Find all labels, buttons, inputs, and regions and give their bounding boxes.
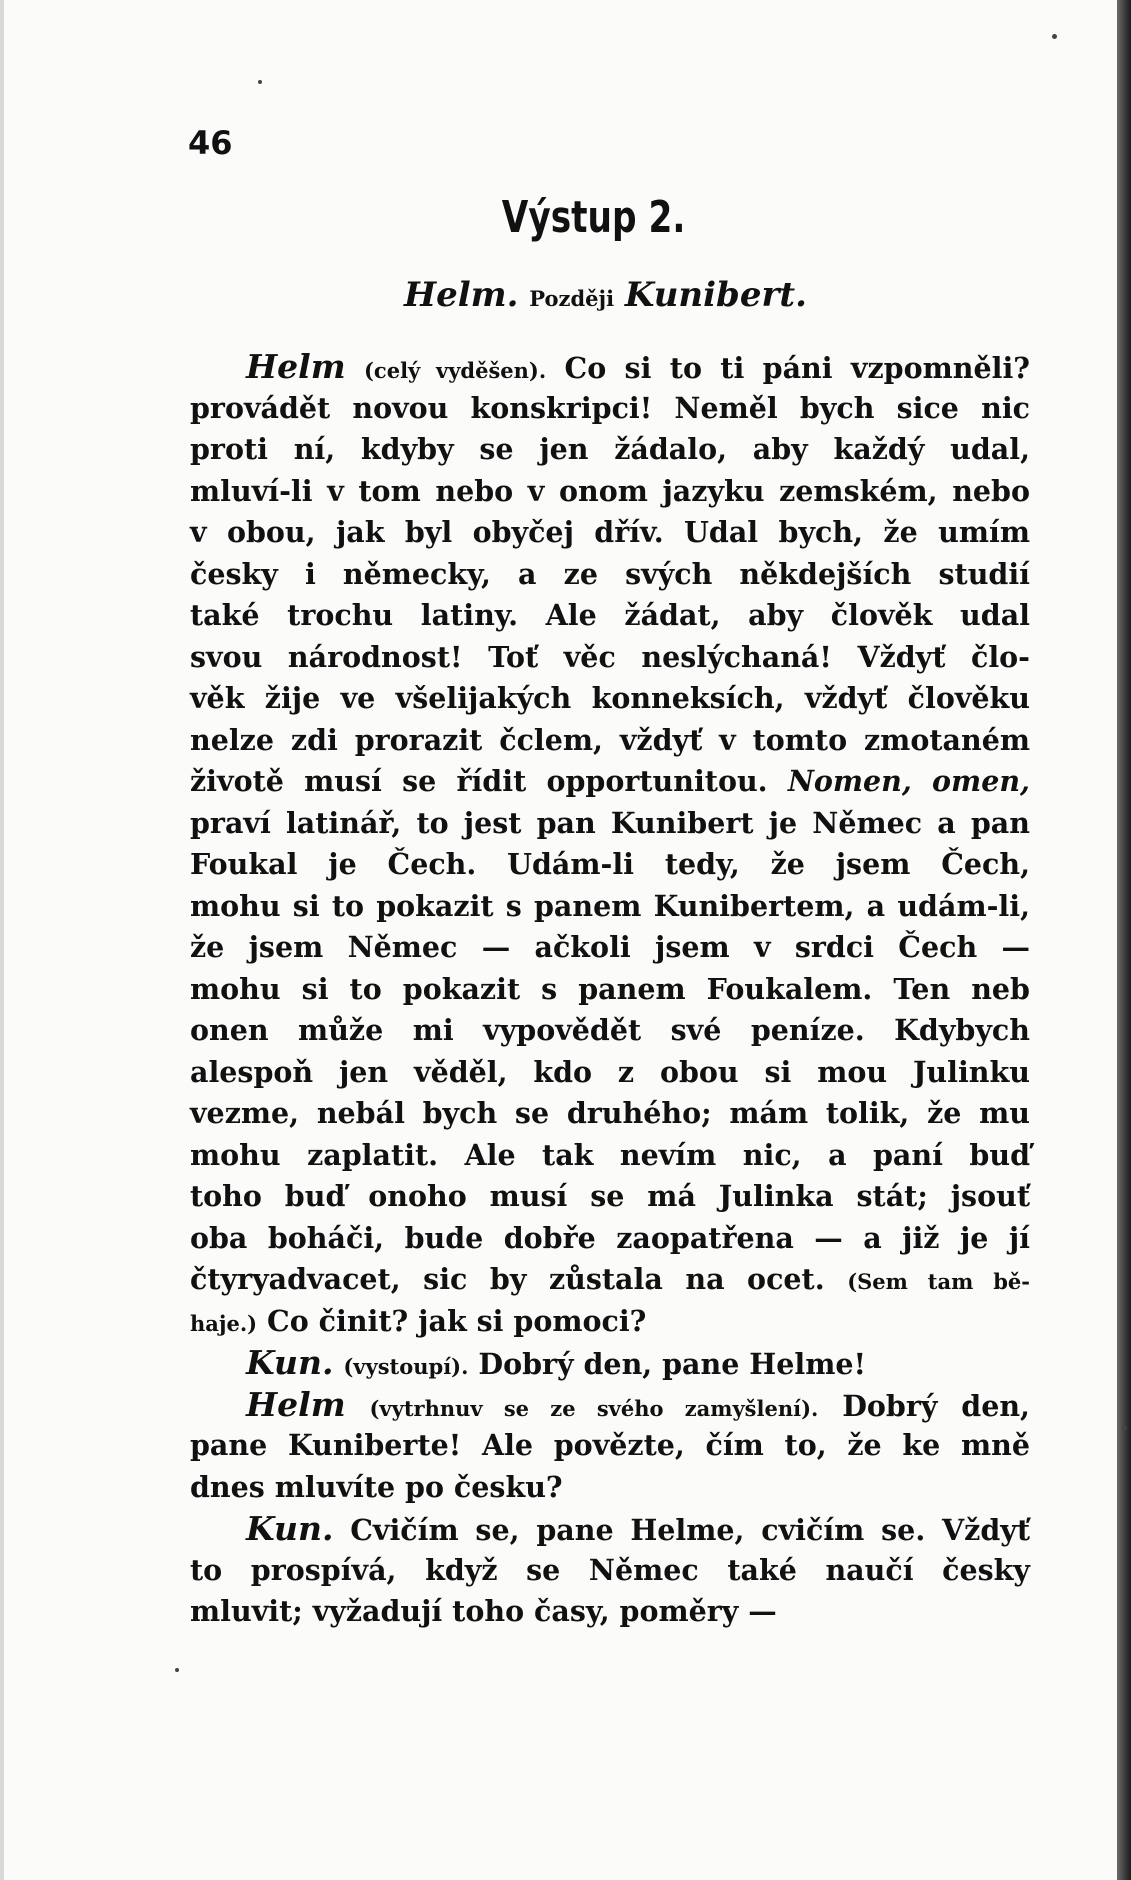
speaker-name: Helm xyxy=(246,347,346,386)
text-line: provádět novou konskripci! Neměl bych sice nic xyxy=(190,390,1030,425)
text-line: oba boháči, bude dobře zaopatřena — a již je jí xyxy=(190,1220,1030,1255)
speaker-name: Kun. xyxy=(246,1509,334,1548)
text-line: nelze zdi prorazit čclem, vždyť v tomto zmotaném xyxy=(190,722,1030,757)
text-line: to prospívá, když se Němec také naučí česky xyxy=(190,1552,1030,1587)
text-line: věk žije ve všelijakých konneksích, vždyť člověku xyxy=(190,681,1030,715)
text-line: česky i německy, a ze svých někdejších studií xyxy=(190,556,1030,591)
text-line: že jsem Němec — ačkoli jsem v srdci Čech — xyxy=(190,930,1030,964)
stage-direction: (celý vyděšen). xyxy=(364,358,547,383)
page-right-edge-shadow xyxy=(1117,0,1131,1880)
text-line xyxy=(190,346,1030,388)
play-text xyxy=(190,346,1030,1633)
text-line: dnes mluvíte po česku? xyxy=(190,1469,563,1504)
stage-direction: (vystoupí). xyxy=(343,1354,469,1379)
print-speck xyxy=(175,1668,179,1672)
text-line: Foukal je Čech. Udám-li tedy, že jsem Čech, xyxy=(190,847,1030,881)
speaker-name: Helm xyxy=(246,1384,346,1424)
text-line: mohu zaplatit. Ale tak nevím nic, a paní buď xyxy=(190,1137,1030,1172)
text-line xyxy=(190,1259,1030,1301)
later-note: Později xyxy=(529,286,615,311)
character-helm: Helm. xyxy=(404,275,519,315)
text-line: mluví-li v tom nebo v onom jazyku zemském, nebo xyxy=(190,473,1030,508)
latin-phrase: Nomen, omen, xyxy=(787,764,1030,798)
text-line: mohu si to pokazit s panem Kunibertem, a udám-li, xyxy=(190,888,1030,923)
stage-direction: haje.) xyxy=(190,1310,258,1336)
dialogue: Dobrý den, xyxy=(842,1388,1030,1423)
text-line: toho buď onoho musí se má Julinka stát; jsouť xyxy=(190,1179,1030,1213)
text-line xyxy=(190,1301,1030,1343)
text-line: alespoň jen věděl, kdo z obou si mou Julinku xyxy=(190,1054,1030,1089)
print-speck xyxy=(1052,34,1057,39)
text-line: v obou, jak byl obyčej dřív. Udal bych, že umím xyxy=(190,515,1030,549)
text-line: také trochu latiny. Ale žádat, aby člověk udal xyxy=(190,598,1030,632)
dialogue: Co činit? jak si pomoci? xyxy=(267,1303,647,1338)
dialogue: Dobrý den, pane Helme! xyxy=(478,1347,866,1381)
text-line: mluvit; vyžadují toho časy, poměry — xyxy=(190,1594,777,1628)
dialogue: Co si to ti páni vzpomněli? xyxy=(564,351,1030,385)
text-line xyxy=(190,761,1030,803)
scene-title: Výstup 2. xyxy=(501,192,686,243)
page-left-edge xyxy=(0,0,4,1880)
character-kunibert: Kunibert. xyxy=(624,275,807,315)
text-line xyxy=(190,1342,1030,1384)
text-line xyxy=(190,1508,1030,1550)
dialogue: životě musí se řídit opportunitou. xyxy=(190,764,768,798)
speaker-name: Kun. xyxy=(246,1343,334,1382)
page-number: 46 xyxy=(188,124,233,162)
stage-direction: (Sem tam bě- xyxy=(847,1269,1030,1294)
dialogue: čtyryadvacet, sic by zůstala na ocet. xyxy=(190,1262,825,1296)
text-line: onen může mi vypovědět své peníze. Kdybych xyxy=(190,1013,1030,1047)
text-line: pane Kuniberte! Ale povězte, čím to, že ke mně xyxy=(190,1428,1030,1462)
text-line xyxy=(190,1384,1030,1426)
text-line: vezme, nebál bych se druhého; mám tolik, že mu xyxy=(190,1096,1030,1130)
print-speck xyxy=(1122,1425,1127,1430)
stage-direction: (vytrhnuv se ze svého zamyšlení). xyxy=(369,1395,819,1421)
text-line: praví latinář, to jest pan Kunibert je Němec a pan xyxy=(190,805,1030,840)
dialogue: Cvičím se, pane Helme, cvičím se. Vždyť xyxy=(350,1513,1030,1547)
print-speck xyxy=(258,80,262,84)
text-line: proti ní, kdyby se jen žádalo, aby každý udal, xyxy=(190,432,1030,466)
text-line: svou národnost! Toť věc neslýchaná! Vždyť člo- xyxy=(190,639,1030,674)
text-line: mohu si to pokazit s panem Foukalem. Ten neb xyxy=(190,971,1030,1006)
scene-characters xyxy=(404,275,807,315)
